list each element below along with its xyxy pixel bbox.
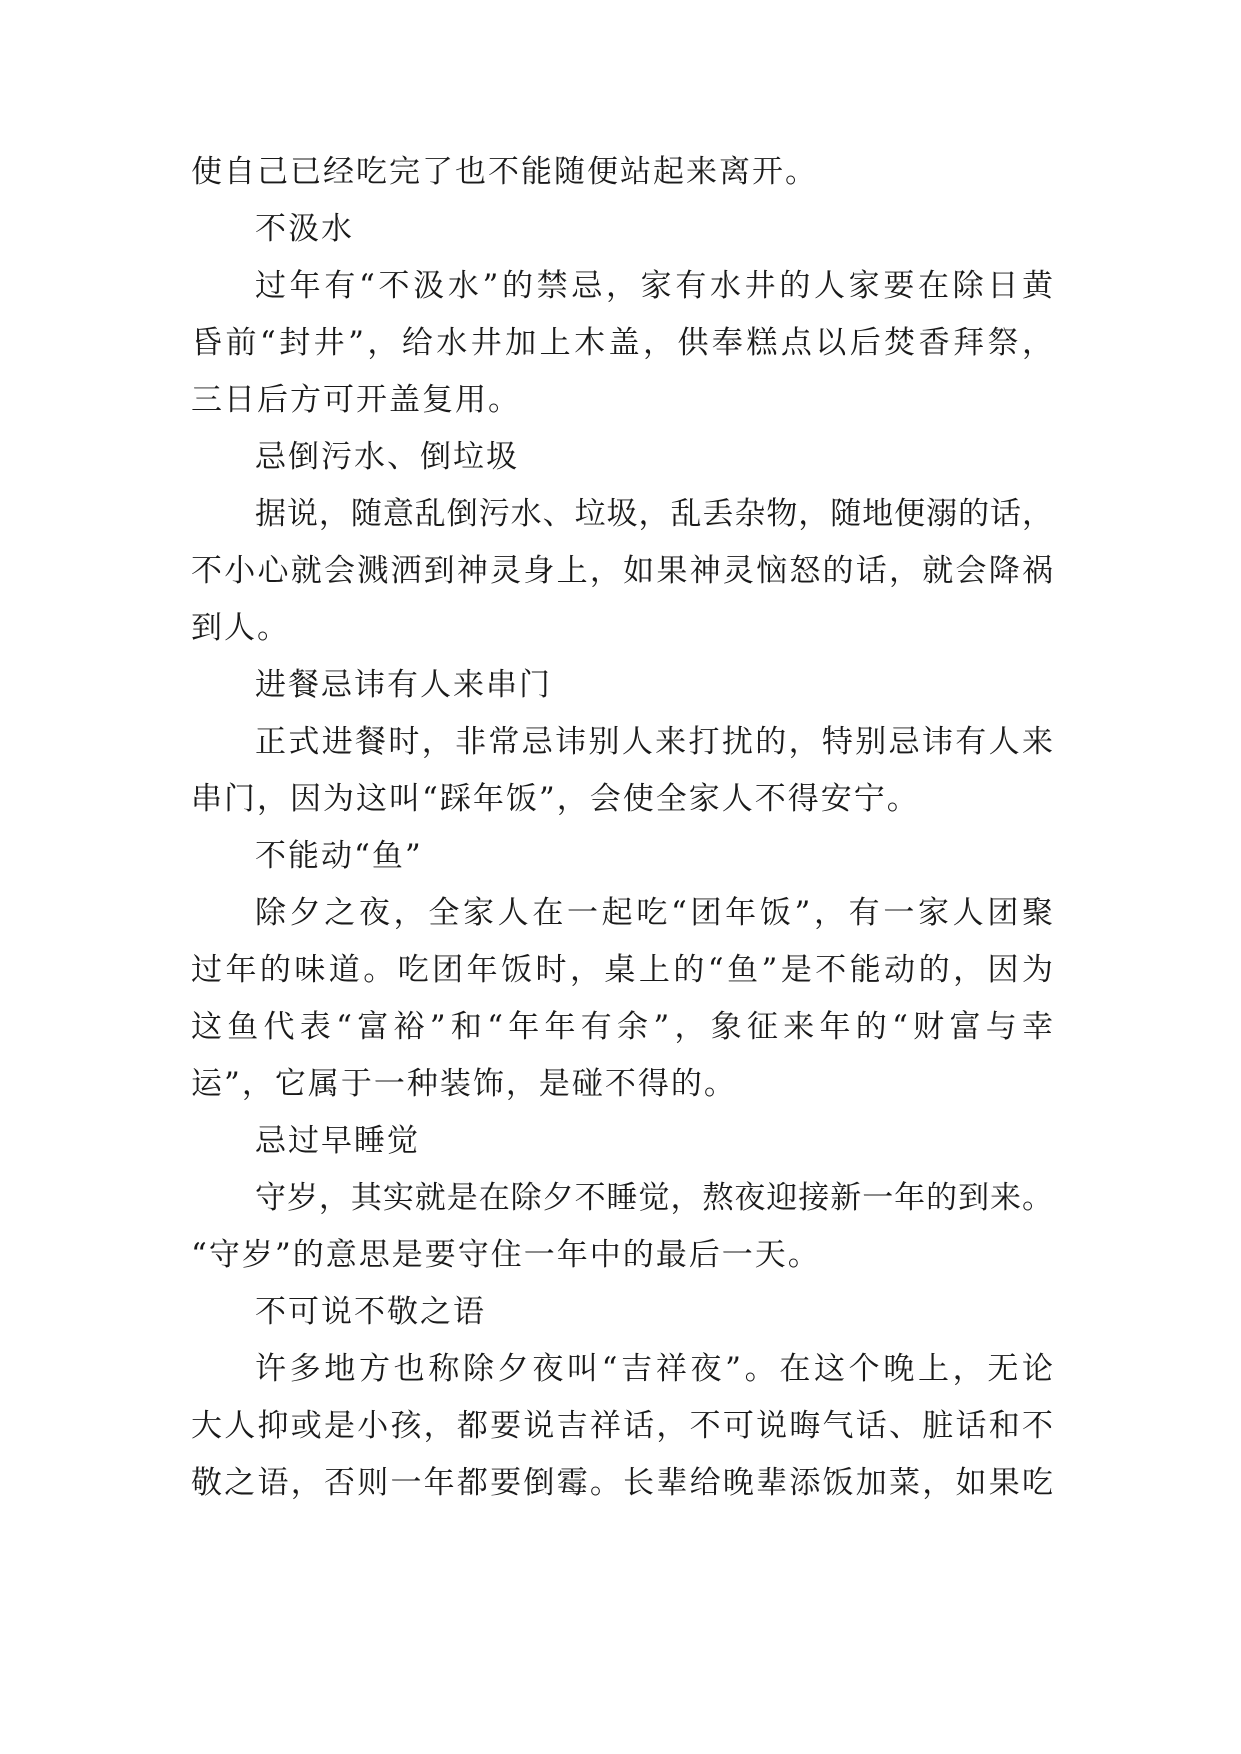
section-heading: 进餐忌讳有人来串门	[255, 667, 552, 703]
paragraph-line: 过年有“不汲水”的禁忌，家有水井的人家要在除日黄	[255, 268, 1053, 304]
paragraph-line: 敬之语，否则一年都要倒霉。长辈给晚辈添饭加菜，如果吃	[191, 1465, 1053, 1501]
section-heading: 不能动“鱼”	[255, 838, 423, 874]
section-heading: 不汲水	[255, 211, 354, 247]
section-heading: 不可说不敬之语	[255, 1294, 486, 1330]
paragraph-line: 除夕之夜，全家人在一起吃“团年饭”，有一家人团聚	[255, 895, 1053, 931]
paragraph-line: 串门，因为这叫“踩年饭”，会使全家人不得安宁。	[191, 781, 920, 817]
section-heading: 忌倒污水、倒垃圾	[255, 439, 519, 475]
paragraph-line: 过年的味道。吃团年饭时，桌上的“鱼”是不能动的，因为	[191, 952, 1053, 988]
paragraph-line: “守岁”的意思是要守住一年中的最后一天。	[191, 1237, 821, 1273]
section-heading: 忌过早睡觉	[255, 1123, 420, 1159]
paragraph-line: 大人抑或是小孩，都要说吉祥话，不可说晦气话、脏话和不	[191, 1408, 1053, 1444]
paragraph-line: 不小心就会溅洒到神灵身上，如果神灵恼怒的话，就会降祸	[191, 553, 1053, 589]
paragraph-line: 守岁，其实就是在除夕不睡觉，熬夜迎接新一年的到来。	[255, 1180, 1053, 1216]
paragraph-line: 三日后方可开盖复用。	[191, 382, 521, 418]
paragraph-line: 正式进餐时，非常忌讳别人来打扰的，特别忌讳有人来	[255, 724, 1053, 760]
paragraph-line: 使自己已经吃完了也不能随便站起来离开。	[191, 154, 818, 190]
paragraph-line: 到人。	[191, 610, 290, 646]
paragraph-line: 运”，它属于一种装饰，是碰不得的。	[191, 1066, 737, 1102]
paragraph-line: 许多地方也称除夕夜叫“吉祥夜”。在这个晚上，无论	[255, 1351, 1053, 1387]
paragraph-line: 昏前“封井”，给水井加上木盖，供奉糕点以后焚香拜祭，	[191, 325, 1053, 361]
paragraph-line: 据说，随意乱倒污水、垃圾，乱丢杂物，随地便溺的话，	[255, 496, 1053, 532]
paragraph-line: 这鱼代表“富裕”和“年年有余”，象征来年的“财富与幸	[191, 1009, 1053, 1045]
